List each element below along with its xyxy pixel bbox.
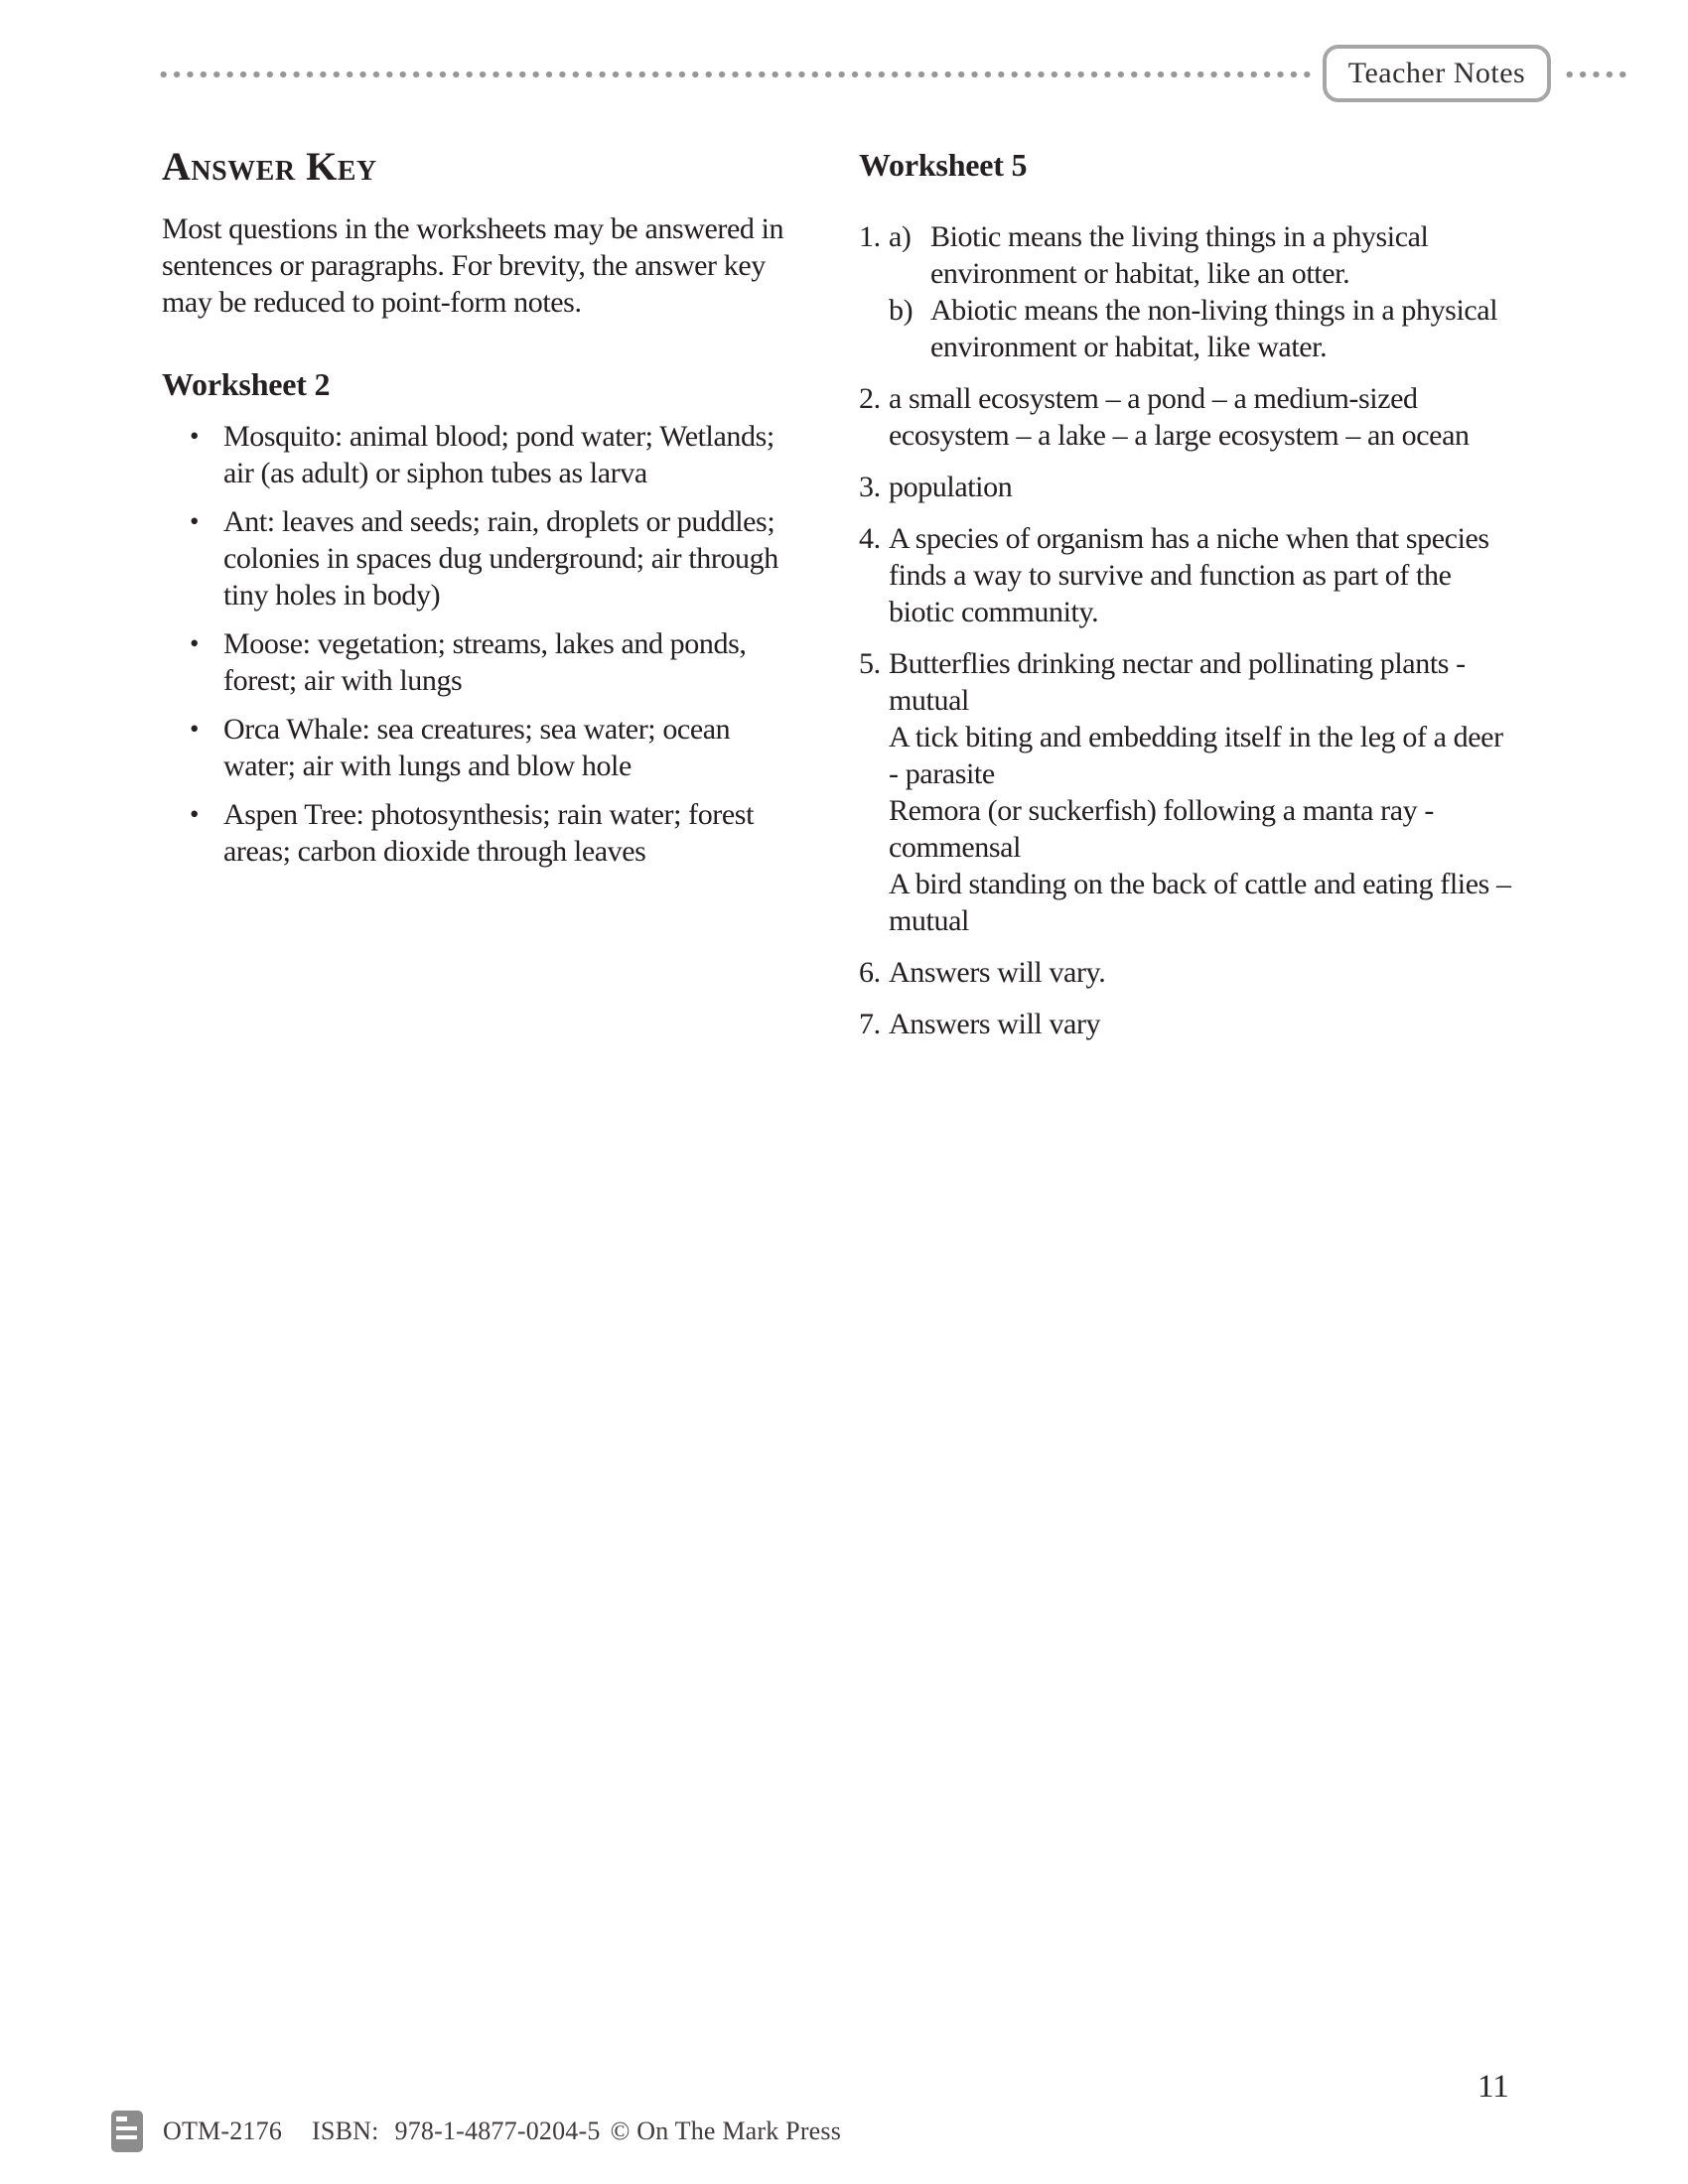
list-item [162, 418, 797, 491]
item-number: 5. [859, 647, 881, 680]
numbered-item [859, 218, 1514, 365]
worksheet-5-answer-list [859, 218, 1514, 1042]
answer-text: Aspen Tree: photosynthesis; rain water; forest areas; carbon dioxide through leaves [223, 798, 755, 868]
bullet-icon: • [190, 714, 200, 744]
numbered-item [859, 954, 1514, 991]
item-number: 2. [859, 382, 881, 415]
list-item [162, 796, 797, 870]
answer-line: A bird standing on the back of cattle and eating flies – mutual [889, 868, 1511, 937]
intro-paragraph: Most questions in the worksheets may be answered in sentences or paragraphs. For brevity, the answer key may be reduced to point-form notes. [162, 212, 784, 319]
tab-label: Teacher Notes [1347, 57, 1526, 89]
answer-text: Ant: leaves and seeds; rain, droplets or puddles; colonies in spaces dug underground; air through tiny holes in body) [223, 505, 778, 612]
answer-line: Butterflies drinking nectar and pollinating plants - mutual [889, 647, 1466, 717]
page-number: 11 [1477, 2069, 1509, 2105]
bullet-icon: • [190, 799, 200, 829]
answer-text: Mosquito: animal blood; pond water; Wetlands; air (as adult) or siphon tubes as larva [223, 420, 774, 489]
answer-text: population [889, 471, 1013, 503]
answer-text: Answers will vary [889, 1008, 1101, 1040]
item-number: 1. [859, 220, 881, 253]
sub-answer-text: Biotic means the living things in a physical environment or habitat, like an otter. [930, 220, 1429, 290]
list-item [162, 625, 797, 699]
bullet-icon: • [190, 506, 200, 536]
numbered-item [859, 520, 1514, 630]
answer-line: Remora (or suckerfish) following a manta ray - commensal [889, 794, 1434, 864]
numbered-item [859, 645, 1514, 939]
left-column [162, 145, 797, 882]
footer-product-code: OTM-2176 [163, 2116, 283, 2145]
sub-answer-text: Abiotic means the non-living things in a physical environment or habitat, like water. [930, 294, 1498, 363]
sub-answer-label: a) [889, 220, 912, 253]
numbered-item [859, 380, 1514, 454]
item-number: 6. [859, 956, 881, 989]
footer [111, 2111, 841, 2152]
answer-text: Orca Whale: sea creatures; sea water; ocean water; air with lungs and blow hole [223, 713, 731, 782]
sub-answer [889, 218, 1514, 292]
bullet-icon: • [190, 421, 200, 451]
teacher-notes-tab [1323, 45, 1551, 102]
sub-answers [889, 218, 1514, 365]
footer-isbn-label: ISBN: [312, 2116, 379, 2145]
answer-text: a small ecosystem – a pond – a medium-sized ecosystem – a lake – a large ecosystem – an ocean [889, 382, 1470, 452]
notebook-logo-icon [111, 2111, 143, 2152]
answer-line: A tick biting and embedding itself in the leg of a deer - parasite [889, 721, 1503, 790]
answer-text: Answers will vary. [889, 956, 1106, 989]
worksheet-2-answer-list [162, 418, 797, 870]
bullet-icon: • [190, 628, 200, 658]
dotted-divider-right [1563, 70, 1632, 78]
footer-isbn-value: 978-1-4877-0204-5 [394, 2116, 601, 2145]
numbered-item [859, 469, 1514, 505]
answer-text: Moose: vegetation; streams, lakes and ponds, forest; air with lungs [223, 627, 747, 697]
item-number: 3. [859, 471, 881, 503]
numbered-item [859, 1006, 1514, 1042]
dotted-divider-left [157, 70, 1317, 78]
answer-key-title: Answer Key [162, 144, 377, 189]
sub-answer-label: b) [889, 294, 914, 327]
answer-text: A species of organism has a niche when that species finds a way to survive and function as part of the biotic community. [889, 522, 1489, 628]
sub-answer [889, 292, 1514, 365]
worksheet-2-heading: Worksheet 2 [162, 366, 331, 402]
item-number: 4. [859, 522, 881, 555]
right-column [859, 147, 1514, 1057]
list-item [162, 503, 797, 614]
answer-lines [889, 645, 1514, 939]
worksheet-5-heading: Worksheet 5 [859, 147, 1028, 183]
footer-copyright: © On The Mark Press [610, 2116, 842, 2145]
list-item [162, 711, 797, 784]
item-number: 7. [859, 1008, 881, 1040]
